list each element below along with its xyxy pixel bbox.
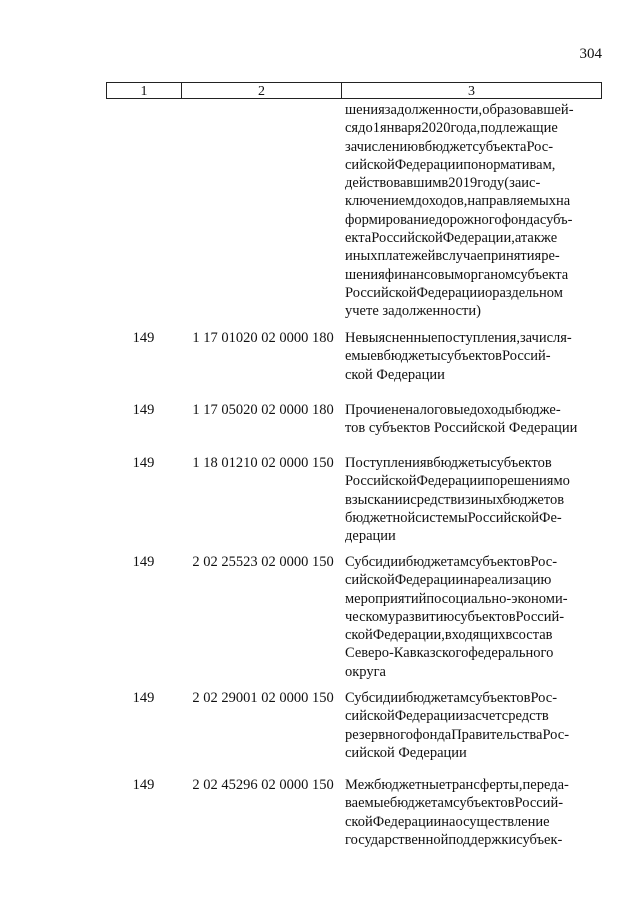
description-line: тов субъектов Российской Федерации xyxy=(345,420,578,437)
description-line: шениязадолженности,образовавшей- xyxy=(345,102,574,118)
description-line: РоссийскойФедерацииораздельном xyxy=(345,284,563,301)
description-line: емыевбюджетысубъектовРоссий- xyxy=(345,348,551,365)
admin-code: 149 xyxy=(132,455,155,471)
row-description xyxy=(345,689,600,762)
table-header-row xyxy=(106,82,602,99)
description-line: формированиедорожногофондасубъ- xyxy=(345,211,573,228)
description-line: ваемыебюджетамсубъектовРоссий- xyxy=(345,795,564,812)
budget-classification-code: 1 17 01020 02 0000 180 xyxy=(192,330,334,346)
description-line: сядо1января2020года,подлежащие xyxy=(345,120,558,137)
description-line: ской Федерации xyxy=(345,366,445,383)
description-line: сийскойФедерациизасчетсредств xyxy=(345,708,549,725)
row-description xyxy=(345,553,600,681)
description-line: мероприятийпосоциально-экономи- xyxy=(345,590,568,607)
header-col-3: 3 xyxy=(468,84,475,99)
row-description xyxy=(345,454,600,545)
description-line: ческомуразвитиюсубъектовРоссий- xyxy=(345,608,565,625)
description-line: Прочиененалоговыедоходыбюдже- xyxy=(345,402,561,418)
description-line: округа xyxy=(345,663,386,680)
header-col-1: 1 xyxy=(107,83,182,98)
description-line: СубсидиибюджетамсубъектовРос- xyxy=(345,690,558,706)
description-line: государственнойподдержкисубъек- xyxy=(345,831,563,848)
row-description xyxy=(345,401,600,438)
description-line: РоссийскойФедерациипорешениямо xyxy=(345,473,570,490)
description-line: иныхплатежейвслучаепринятияре- xyxy=(345,248,560,265)
description-line: резервногофондаПравительстваРос- xyxy=(345,726,570,743)
admin-code: 149 xyxy=(132,690,155,706)
page-number: 304 xyxy=(579,46,602,62)
description-line: шенияфинансовыморганомсубъекта xyxy=(345,266,569,283)
description-line: Поступлениявбюджетысубъектов xyxy=(345,455,552,471)
budget-classification-code: 1 18 01210 02 0000 150 xyxy=(192,455,334,471)
description-line: Межбюджетныетрансферты,переда- xyxy=(345,777,569,793)
description-line: учете задолженности) xyxy=(345,303,481,320)
description-line: СубсидиибюджетамсубъектовРос- xyxy=(345,554,558,570)
budget-classification-code: 2 02 25523 02 0000 150 xyxy=(192,554,334,570)
header-col-2: 2 xyxy=(182,83,342,98)
budget-classification-code: 2 02 45296 02 0000 150 xyxy=(192,777,334,793)
row-description xyxy=(345,776,600,849)
description-line: Северо-Кавказскогофедерального xyxy=(345,645,554,662)
description-line: бюджетнойсистемыРоссийскойФе- xyxy=(345,509,562,526)
admin-code: 149 xyxy=(132,402,155,418)
description-line: сийскойФедерациинареализацию xyxy=(345,572,552,589)
description-line: скойФедерациинаосуществление xyxy=(345,813,550,830)
description-line: дерации xyxy=(345,528,396,545)
description-line: Невыясненныепоступления,зачисля- xyxy=(345,330,572,346)
description-line: сийскойФедерациипонормативам, xyxy=(345,156,556,173)
budget-classification-code: 1 17 05020 02 0000 180 xyxy=(192,402,334,418)
description-line: сийской Федерации xyxy=(345,744,467,761)
admin-code: 149 xyxy=(132,330,155,346)
description-line: зачислениювбюджетсубъектаРос- xyxy=(345,138,554,155)
description-line: скойФедерации,входящихвсостав xyxy=(345,627,553,644)
description-line: ключениемдоходов,направляемыхна xyxy=(345,193,571,210)
description-line: ектаРоссийскойФедерации,атакже xyxy=(345,230,558,247)
admin-code: 149 xyxy=(132,554,155,570)
description-line: действовавшимв2019году(заис- xyxy=(345,175,541,192)
admin-code: 149 xyxy=(132,777,155,793)
description-line: взысканиисредствизиныхбюджетов xyxy=(345,491,565,508)
row-description xyxy=(345,101,600,321)
budget-classification-code: 2 02 29001 02 0000 150 xyxy=(192,690,334,706)
row-description xyxy=(345,329,600,384)
